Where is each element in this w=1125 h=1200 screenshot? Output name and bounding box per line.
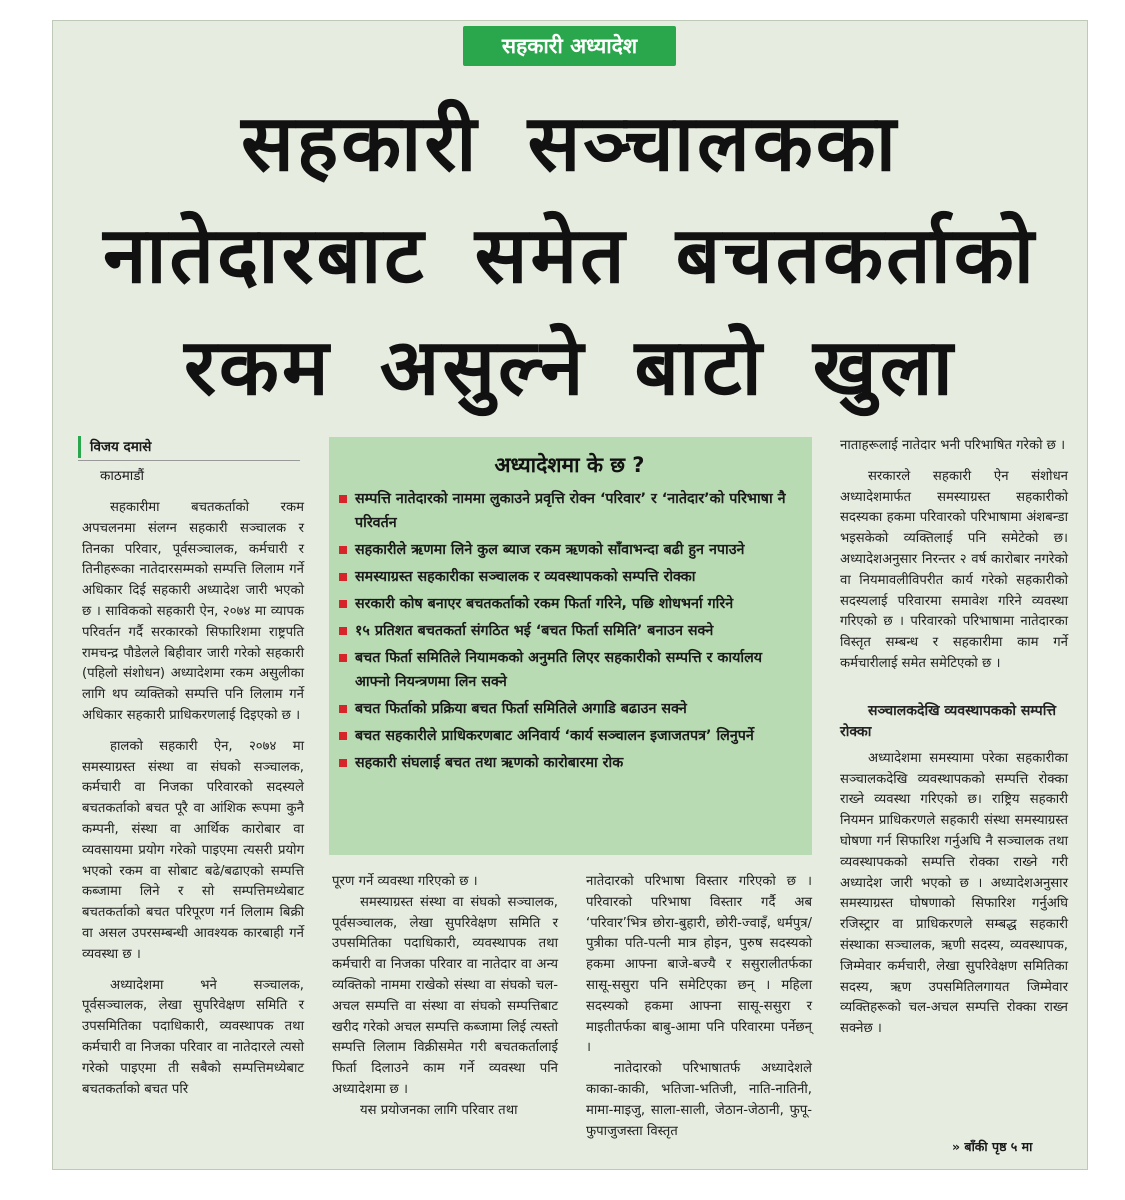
key-points-title: अध्यादेशमा के छ ? (494, 453, 645, 477)
key-point-item (339, 619, 800, 643)
paragraph: पूरण गर्ने व्यवस्था गरिएको छ । (332, 874, 478, 889)
article-column-3 (586, 872, 812, 1142)
key-point-item (339, 538, 800, 562)
key-point-item (339, 565, 800, 589)
key-point-item (339, 592, 800, 616)
bullet-square-icon (339, 573, 347, 581)
article-column-2 (332, 872, 558, 1122)
key-point-item (339, 697, 800, 721)
section-subheading: सञ्चालकदेखि व्यवस्थापकको सम्पत्ति रोक्का (840, 702, 1056, 740)
paragraph: नातेदारको परिभाषातर्फ अध्यादेशले काका-काकी, भतिजा-भतिजी, नाति-नातिनी, मामा-माइजु, साला-साली, जेठान-जेठानी, फुपू-फुपाजुजस्ता विस्तृत (586, 1061, 812, 1139)
section-tag: सहकारी अध्यादेश (463, 26, 676, 66)
key-point-text: सरकारी कोष बनाएर बचतकर्ताको रकम फिर्ता गरिने, पछि शोधभर्ना गरिने (355, 596, 734, 612)
key-point-item (339, 751, 800, 775)
bullet-square-icon (339, 732, 347, 740)
paragraph: समस्याग्रस्त संस्था वा संघको सञ्चालक, पूर्वसञ्चालक, लेखा सुपरिवेक्षण समिति र उपसमितिका पदाधिकारी, व्यवस्थापक तथा कर्मचारी वा निजका परिवार वा नातेदार वा अन्य व्यक्तिको नाममा राखेको संस्था वा संघको चल-अचल सम्पत्ति वा संस्था वा संघको सम्पत्तिबाट खरीद गरेको अचल सम्पत्ति कब्जामा लिई त्यस्तो सम्पत्ति लिलाम विक्रीसमेत गरी बचतकर्तालाई फिर्ता दिलाउने काम गर्ने व्यवस्था पनि अध्यादेशमा छ । (332, 894, 558, 1097)
paragraph: हालको सहकारी ऐन, २०७४ मा समस्याग्रस्त संस्था वा संघको सञ्चालक, कर्मचारी वा निजका परिवारको सदस्यले बचतकर्ताको बचत पूरै वा आंशिक रूपमा कुनै कम्पनी, संस्था वा आर्थिक कारोबार वा व्यवसायमा प्रयोग गरेको पाइएमा त्यसरी प्रयोग भएको रकम वा सोबाट बढे/बढाएको सम्पत्ति कब्जामा लिने र सो सम्पत्तिमध्येबाट बचतकर्ताको बचत परिपूरण गर्न लिलाम बिक्री वा असल उपरसम्बन्धी आवश्यक कारबाही गर्ने व्यवस्था छ । (82, 738, 304, 962)
key-point-item (339, 487, 800, 535)
key-point-text: सम्पत्ति नातेदारको नाममा लुकाउने प्रवृत्ति रोक्न ‘परिवार’ र ‘नातेदार’को परिभाषा नै परिवर्तन (355, 491, 786, 531)
continued-on-page-note: » बाँकी पृष्ठ ५ मा (952, 1139, 1033, 1154)
paragraph: अध्यादेशमा समस्यामा परेका सहकारीका सञ्चालकदेखि व्यवस्थापकको सम्पत्ति रोक्का राख्ने व्यवस्था गरिएको छ। राष्ट्रिय सहकारी नियमन प्राधिकरणले सहकारी संस्था समस्याग्रस्त घोषणा गर्न सिफारिश गर्नुअघि नै सञ्चालक तथा व्यवस्थापकको सम्पत्ति रोक्का राख्ने गरी अध्यादेश जारी भएको छ । अध्यादेशअनुसार समस्याग्रस्त घोषणाको सिफारिश गर्नुअघि रजिस्ट्रार वा प्राधिकरणले सम्बद्ध सहकारी संस्थाका सञ्चालक, ऋणी सदस्य, व्यवस्थापक, जिम्मेवार कर्मचारी, लेखा सुपरिवेक्षण समितिका सदस्य, ऋण उपसमितिलगायत जिम्मेवार व्यक्तिहरूको चल-अचल सम्पत्ति रोक्का राख्न सक्नेछ । (840, 750, 1068, 1037)
paragraph: सरकारले सहकारी ऐन संशोधन अध्यादेशमार्फत समस्याग्रस्त सहकारीको सदस्यका हकमा परिवारको परिभाषामा अंशबन्डा भइसकेको व्यक्तिलाई पनि समेटेको छ। अध्यादेशअनुसार निरन्तर २ वर्ष कारोबार नगरेको वा नियमावलीविपरीत कार्य गरेको सहकारीको सदस्यलाई परिवारमा समावेश गरिने व्यवस्था गरिएको छ । परिवारको परिभाषामा नातेदारका विस्तृत सम्बन्ध र सहकारीमा काम गर्ने कर्मचारीलाई समेत समेटिएको छ । (840, 468, 1068, 671)
bullet-square-icon (339, 705, 347, 713)
bullet-square-icon (339, 495, 347, 503)
key-point-text: १५ प्रतिशत बचतकर्ता संगठित भई ‘बचत फिर्ता समिति’ बनाउन सक्ने (355, 623, 714, 639)
bullet-square-icon (339, 654, 347, 662)
headline-line-3: रकम असुल्ने बाटो खुला (184, 323, 956, 413)
key-point-text: सहकारी संघलाई बचत तथा ऋणको कारोबारमा रोक (355, 755, 624, 771)
bullet-square-icon (339, 600, 347, 608)
key-point-text: बचत सहकारीले प्राधिकरणबाट अनिवार्य ‘कार्य सञ्चालन इजाजतपत्र’ लिनुपर्ने (355, 728, 754, 744)
bullet-square-icon (339, 759, 347, 767)
paragraph: सहकारीमा बचतकर्ताको रकम अपचलनमा संलग्न सहकारी सञ्चालक र तिनका परिवार, पूर्वसञ्चालक, कर्मचारी र तिनीहरूका नातेदारसम्मको सम्पत्ति लिलाम गर्ने अधिकार दिई सहकारी अध्यादेश जारी भएको छ । साविकको सहकारी ऐन, २०७४ मा व्यापक परिवर्तन गर्दै सरकारको सिफारिशमा राष्ट्रपति रामचन्द्र पौडेलले बिहीवार जारी गरेको सहकारी (पहिलो संशोधन) अध्यादेशमा रकम असुलीका लागि थप व्यक्तिको सम्पत्ति पनि लिलाम गर्ने अधिकार सहकारी प्राधिकरणलाई दिइएको छ । (82, 500, 304, 723)
headline-line-2: नातेदारबाट समेत बचतकर्ताको (103, 211, 1037, 301)
bullet-square-icon (339, 546, 347, 554)
byline-divider (78, 460, 300, 461)
author-name: विजय दमासे (90, 439, 152, 455)
headline-line-1: सहकारी सञ्चालकका (241, 99, 899, 189)
key-points-list (339, 487, 800, 775)
paragraph: नातेदारको परिभाषा विस्तार गरिएको छ । परिवारको परिभाषा विस्तार गर्दै अब ‘परिवार’भित्र छोरा-बुहारी, छोरी-ज्वाइँ, धर्मपुत्र/पुत्रीका पति-पत्नी मात्र होइन, पुरुष सदस्यको हकमा आफ्ना बाजे-बज्यै र ससुरालीतर्फका सासू-ससुरा पनि समेटिएका छन् । महिला सदस्यको हकमा आफ्ना सासू-ससुरा र माइतीतर्फका बाबु-आमा पनि परिवारमा पर्नेछन् । (586, 874, 812, 1056)
key-points-box (329, 437, 812, 855)
key-point-text: बचत फिर्ताको प्रक्रिया बचत फिर्ता समितिले अगाडि बढाउन सक्ने (355, 701, 687, 717)
headline (60, 88, 1080, 424)
dateline-place: काठमाडौं (100, 468, 144, 484)
key-point-text: बचत फिर्ता समितिले नियामकको अनुमति लिएर सहकारीको सम्पत्ति र कार्यालय आफ्नो नियन्त्रणमा लिन सक्ने (355, 650, 763, 690)
paragraph: नाताहरूलाई नातेदार भनी परिभाषित गरेको छ । (840, 438, 1066, 453)
key-point-text: समस्याग्रस्त सहकारीका सञ्चालक र व्यवस्थापकको सम्पत्ति रोक्का (355, 569, 696, 585)
key-point-item (339, 646, 800, 694)
key-point-text: सहकारीले ऋणमा लिने कुल ब्याज रकम ऋणको साँवाभन्दा बढी हुन नपाउने (355, 542, 745, 558)
article-column-4 (840, 436, 1068, 1040)
byline-accent-bar (78, 436, 81, 458)
key-point-item (339, 724, 800, 748)
paragraph: यस प्रयोजनका लागि परिवार तथा (360, 1102, 518, 1118)
paragraph: अध्यादेशमा भने सञ्चालक, पूर्वसञ्चालक, लेखा सुपरिवेक्षण समिति र उपसमितिका पदाधिकारी, व्यवस्थापक तथा कर्मचारी वा निजका परिवार वा नातेदारले त्यसो गरेको पाइएमा ती सबैको सम्पत्तिमध्येबाट बचतकर्ताको बचत परि (82, 977, 304, 1097)
article-column-1 (82, 498, 304, 1100)
bullet-square-icon (339, 627, 347, 635)
